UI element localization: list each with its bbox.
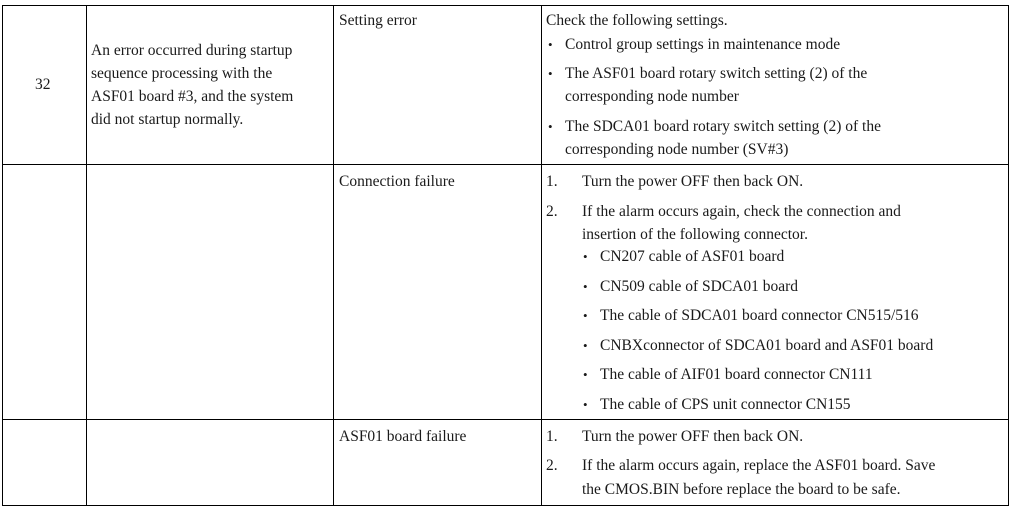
description-line: sequence processing with the [91,65,273,82]
description-line: did not startup normally. [91,111,244,128]
step-text: Turn the power OFF then back ON. [582,173,804,190]
alarm-number: 32 [35,76,51,93]
description-line: An error occurred during startup [91,42,293,59]
cause-label: ASF01 board failure [339,428,467,445]
row-divider-top [2,5,1009,6]
remedy-bullet: • The ASF01 board rotary switch setting (2) of the [565,65,867,83]
step-text: If the alarm occurs again, check the connection and [582,203,901,220]
column-divider [333,5,334,506]
description-line: ASF01 board #3, and the system [91,88,294,105]
step-number: 1. [546,428,558,445]
connector-bullet: • The cable of SDCA01 board connector CN515/516 [600,307,919,325]
remedy-bullet: • The SDCA01 board rotary switch setting (2) of the [565,118,881,136]
column-divider [1008,5,1009,506]
column-divider [86,5,87,506]
step-text: If the alarm occurs again, replace the ASF01 board. Save [582,457,936,474]
step-text: Turn the power OFF then back ON. [582,428,804,445]
column-divider [2,5,3,506]
remedy-bullet-cont: corresponding node number [565,88,739,105]
remedy-bullet: • Control group settings in maintenance mode [565,36,840,54]
connector-bullet: • CN509 cable of SDCA01 board [600,278,798,296]
remedy-bullet-cont: corresponding node number (SV#3) [565,141,789,158]
row-divider-bottom [2,505,1009,506]
step-text: the CMOS.BIN before replace the board to be safe. [582,481,901,498]
row-divider [2,419,1009,420]
step-number: 2. [546,203,558,220]
connector-bullet: • The cable of AIF01 board connector CN111 [600,366,873,384]
step-number: 2. [546,457,558,474]
step-number: 1. [546,173,558,190]
remedy-intro: Check the following settings. [546,12,728,29]
connector-bullet: • The cable of CPS unit connector CN155 [600,396,851,414]
cause-label: Connection failure [339,173,455,190]
row-divider [2,164,1009,165]
connector-bullet: • CNBXconnector of SDCA01 board and ASF01 board [600,337,933,355]
step-text: insertion of the following connector. [582,226,808,243]
cause-label: Setting error [339,12,417,29]
column-divider [541,5,542,506]
connector-bullet: • CN207 cable of ASF01 board [600,248,784,266]
